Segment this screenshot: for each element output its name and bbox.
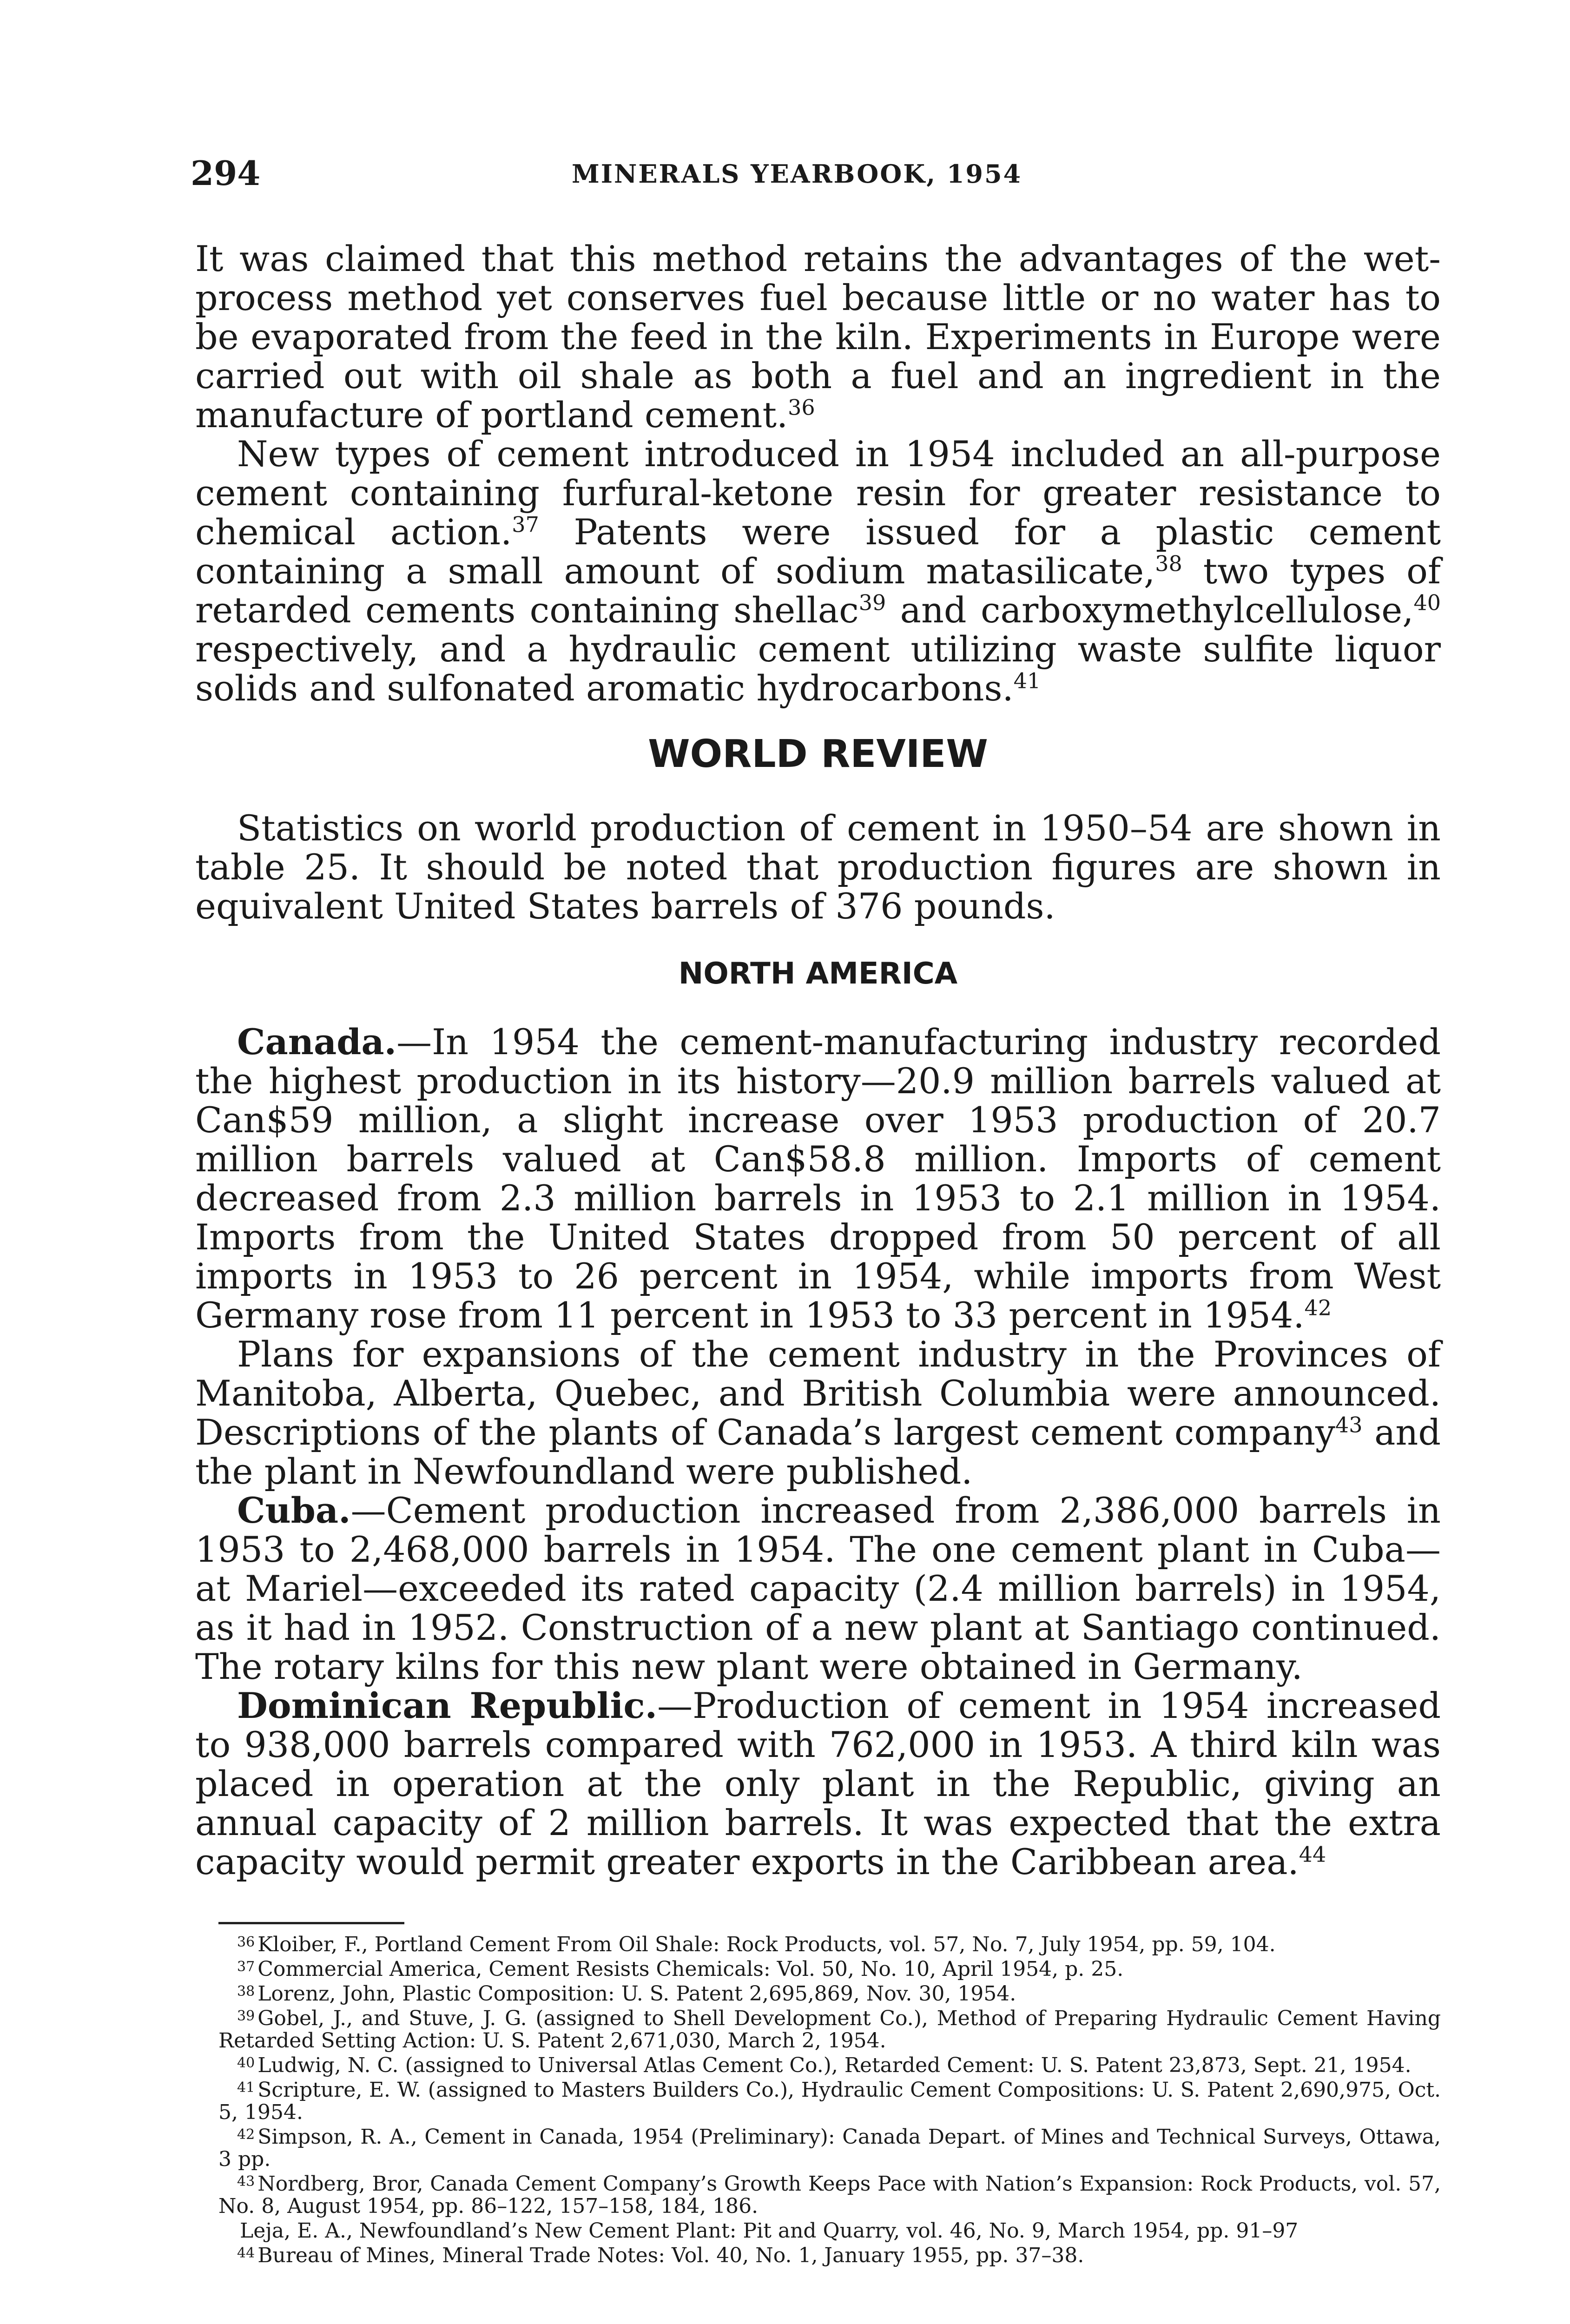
footnote-39 [218,2005,1441,2052]
canada-text-3: and the plant in Newfoundland were published. [195,1412,1441,1492]
footnotes [218,1931,1441,2267]
cuba-paragraph [195,1491,1441,1686]
intro-paragraph-2 [195,435,1441,708]
intro-section [195,239,1441,708]
footnote-text: Lorenz, John, Plastic Composition: U. S. Patent 2,695,869, Nov. 30, 1954. [257,1982,1016,2006]
footnote-text: Gobel, J., and Stuve, J. G. (assigned to Shell Development Co.), Method of Preparing Hydraulic Cement Having Retarded Setting Action: U. S. Patent 2,671,030, March 2, 1954. [218,2007,1441,2053]
footnote-43-continued [218,2218,1441,2242]
page-header [191,153,1441,200]
footnote-ref-42: 42 [1304,1295,1332,1320]
footnote-text: Nordberg, Bror, Canada Cement Company’s Growth Keeps Pace with Nation’s Expansion: Rock Products, vol. 57, No. 8, August 1954, pp. 86–122, 157–158, 184, 186. [218,2172,1441,2218]
footnote-mark: 44 [237,2245,255,2261]
canada-text-2: Plans for expansions of the cement industry in the Provinces of Manitoba, Alberta, Quebec, and British Columbia were announced. Descriptions of the plants of Canada’s largest cement company [195,1334,1441,1453]
intro-paragraph-1-text: It was claimed that this method retains the advantages of the wet-process method yet conserves fuel because little or no water has to be evaporated from the feed in the kiln. Experiments in Europe were carried out with oil shale as both a fuel and an ingredient in the manufacture of portland cement. [195,238,1441,436]
canada-paragraph [195,1023,1441,1335]
footnote-mark: 43 [237,2173,255,2190]
world-review-section [195,809,1441,926]
intro-paragraph-2-text-5: respectively, and a hydraulic cement utilizing waste sulfite liquor solids and sulfonated aromatic hydrocarbons. [195,628,1441,709]
footnote-ref-38: 38 [1155,551,1182,576]
footnote-40 [218,2052,1441,2077]
north-america-heading: NORTH AMERICA [678,957,958,991]
cuba-text: —Cement production increased from 2,386,000 barrels in 1953 to 2,468,000 barrels in 1954. The one cement plant in Cuba—at Mariel—exceeded its rated capacity (2.4 million barrels) in 1954, as it had in 1952. Construction of a new plant at Santiago continued. The rotary kilns for this new plant were obtained in Germany. [195,1490,1441,1687]
page-number: 294 [191,153,261,193]
footnote-ref-40: 40 [1413,590,1441,615]
footnote-38 [218,1981,1441,2005]
footnote-mark: 42 [237,2126,255,2143]
footnote-text: Simpson, R. A., Cement in Canada, 1954 (Preliminary): Canada Depart. of Mines and Technical Surveys, Ottawa, 3 pp. [218,2125,1441,2171]
footnote-mark: 38 [237,1983,255,2000]
footnote-43 [218,2171,1441,2218]
footnote-ref-37: 37 [512,512,539,537]
footnote-text: Kloiber, F., Portland Cement From Oil Shale: Rock Products, vol. 57, No. 7, July 1954, pp. 59, 104. [257,1933,1276,1956]
running-title: MINERALS YEARBOOK, 1954 [572,159,1022,189]
canada-text-1: —In 1954 the cement-manufacturing industry recorded the highest production in its history—20.9 million barrels valued at Can$59 million, a slight increase over 1953 production of 20.7 million barrels valued at Can$58.8 million. Imports of cement decreased from 2.3 million barrels in 1953 to 2.1 million in 1954. Imports from the United States dropped from 50 percent of all imports in 1953 to 26 percent in 1954, while imports from West Germany rose from 11 percent in 1953 to 33 percent in 1954. [195,1021,1441,1336]
world-review-paragraph: Statistics on world production of cement in 1950–54 are shown in table 25. It should be noted that production figures are shown in equivalent United States barrels of 376 pounds. [195,807,1441,927]
footnote-text: Scripture, E. W. (assigned to Masters Builders Co.), Hydraulic Cement Compositions: U. S. Patent 2,690,975, Oct. 5, 1954. [218,2078,1441,2124]
footnote-ref-43: 43 [1335,1412,1363,1438]
intro-paragraph-1 [195,239,1441,435]
footnote-text: Bureau of Mines, Mineral Trade Notes: Vol. 40, No. 1, January 1955, pp. 37–38. [257,2244,1084,2267]
footnote-divider [218,1922,404,1924]
intro-paragraph-2-text-2: Patents were issued for a plastic cement containing a small amount of sodium matasilicate, [195,511,1441,592]
footnote-ref-41: 41 [1013,668,1041,693]
footnote-text: Commercial America, Cement Resists Chemicals: Vol. 50, No. 10, April 1954, p. 25. [257,1957,1124,1981]
intro-paragraph-2-text-1: New types of cement introduced in 1954 included an all-purpose cement containing furfural-ketone resin for greater resistance to chemical action. [195,433,1441,553]
footnote-44 [218,2242,1441,2267]
dominican-text: —Production of cement in 1954 increased to 938,000 barrels compared with 762,000 in 1953. A third kiln was placed in operation at the only plant in the Republic, giving an annual capacity of 2 million barrels. It was expected that the extra capacity would permit greater exports in the Caribbean area. [195,1685,1441,1882]
world-review-heading: WORLD REVIEW [648,732,988,776]
footnote-36 [218,1931,1441,1956]
footnote-ref-39: 39 [858,590,886,615]
footnote-ref-36: 36 [788,395,815,420]
footnote-text: Leja, E. A., Newfoundland’s New Cement Plant: Pit and Quarry, vol. 46, No. 9, March 1954, pp. 91–97 [240,2219,1299,2243]
footnote-mark: 40 [237,2055,255,2071]
canada-plans-paragraph [195,1335,1441,1491]
dominican-lead: Dominican Republic. [237,1685,658,1726]
dominican-paragraph [195,1686,1441,1882]
footnote-mark: 39 [237,2008,255,2024]
intro-paragraph-2-text-4: and carboxymethylcellulose, [886,589,1414,631]
north-america-section [195,1023,1441,1882]
cuba-lead: Cuba. [237,1490,351,1531]
footnote-ref-44: 44 [1299,1842,1326,1867]
footnote-42 [218,2124,1441,2171]
intro-paragraph-2-text-3: two types of retarded cements containing shellac [195,550,1441,631]
footnote-mark: 41 [237,2080,255,2096]
footnote-mark: 36 [237,1934,255,1950]
footnote-text: Ludwig, N. C. (assigned to Universal Atlas Cement Co.), Retarded Cement: U. S. Patent 23,873, Sept. 21, 1954. [257,2053,1412,2077]
footnote-37 [218,1956,1441,1981]
canada-lead: Canada. [237,1021,397,1063]
footnote-mark: 37 [237,1959,255,1975]
footnote-41 [218,2077,1441,2124]
